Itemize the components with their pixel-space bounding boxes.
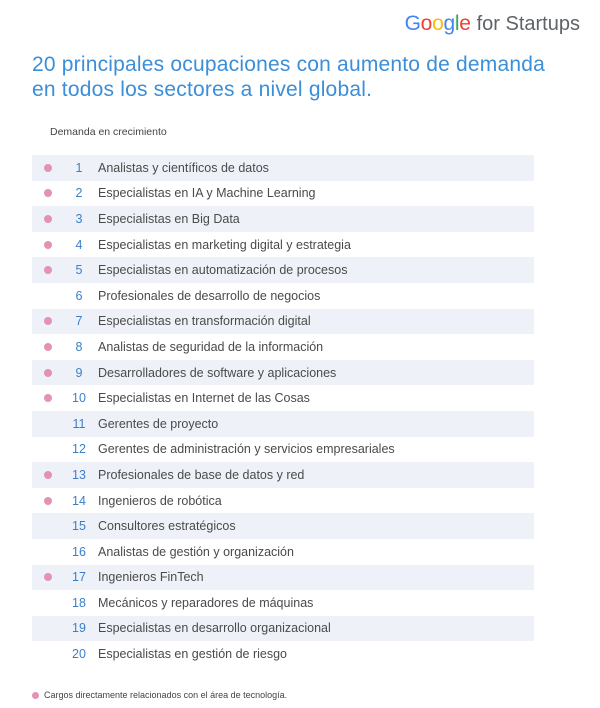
list-item [32, 488, 534, 514]
list-item [32, 257, 534, 283]
list-item [32, 411, 534, 437]
occupation-label: Ingenieros de robótica [98, 493, 222, 508]
rank-number: 8 [75, 339, 83, 354]
rank-number: 1 [75, 160, 83, 175]
list-item [32, 155, 534, 181]
rank-number: 9 [75, 365, 83, 380]
occupation-label: Especialistas en transformación digital [98, 314, 311, 329]
rank-number: 4 [75, 237, 83, 252]
tech-dot-icon [44, 369, 52, 377]
tech-dot-icon [44, 573, 52, 581]
occupation-label: Profesionales de desarrollo de negocios [98, 288, 321, 303]
tech-dot-icon [44, 164, 52, 172]
list-item [32, 360, 534, 386]
brand-suffix: for Startups [476, 13, 580, 35]
rank-number: 5 [75, 263, 83, 278]
occupation-label: Especialistas en automatización de procesos [98, 263, 348, 278]
list-item [32, 565, 534, 591]
rank-number: 3 [75, 211, 83, 226]
tech-dot-icon [44, 394, 52, 402]
occupation-label: Especialistas en desarrollo organizacional [98, 621, 331, 636]
tech-dot-icon [44, 189, 52, 197]
rank-number: 6 [75, 288, 83, 303]
rank-number: 14 [72, 493, 86, 508]
occupation-label: Analistas y científicos de datos [98, 160, 269, 175]
rank-number: 11 [72, 416, 86, 431]
occupation-label: Gerentes de administración y servicios empresariales [98, 442, 395, 457]
tech-dot-icon [44, 215, 52, 223]
rank-number: 10 [72, 391, 86, 406]
tech-dot-icon [44, 241, 52, 249]
logo-letter: G [404, 12, 421, 35]
tech-dot-icon [44, 343, 52, 351]
list-item [32, 513, 534, 539]
tech-dot-icon [44, 471, 52, 479]
list-item [32, 206, 534, 232]
occupation-label: Mecánicos y reparadores de máquinas [98, 595, 314, 610]
occupation-label: Ingenieros FinTech [98, 570, 204, 585]
footnote-text: Cargos directamente relacionados con el área de tecnología. [44, 690, 288, 700]
list-item [32, 590, 534, 616]
occupation-label: Consultores estratégicos [98, 519, 236, 534]
rank-number: 20 [72, 647, 86, 662]
rank-number: 2 [75, 186, 83, 201]
logo-letter: g [443, 12, 455, 35]
list-item [32, 232, 534, 258]
occupation-label: Especialistas en Big Data [98, 211, 240, 226]
tech-dot-icon [44, 317, 52, 325]
list-item [32, 616, 534, 642]
logo-letter: o [432, 12, 444, 35]
rank-number: 13 [72, 467, 86, 482]
rank-number: 18 [72, 595, 86, 610]
tech-legend-dot-icon [32, 692, 39, 699]
list-item [32, 283, 534, 309]
list-subtitle: Demanda en crecimiento [50, 126, 167, 138]
footnote [32, 690, 287, 700]
rank-number: 17 [72, 570, 86, 585]
logo-letter: o [420, 12, 433, 35]
occupation-label: Gerentes de proyecto [98, 416, 219, 431]
logo-letter: l [454, 12, 460, 35]
list-item [32, 437, 534, 463]
occupation-label: Especialistas en Internet de las Cosas [98, 391, 310, 406]
tech-dot-icon [44, 497, 52, 505]
list-item [32, 334, 534, 360]
occupation-label: Analistas de gestión y organización [98, 544, 294, 559]
rank-number: 12 [72, 442, 86, 457]
occupation-label: Especialistas en IA y Machine Learning [98, 186, 316, 201]
occupation-list [32, 155, 534, 667]
tech-dot-icon [44, 266, 52, 274]
occupation-label: Desarrolladores de software y aplicaciones [98, 365, 337, 380]
occupation-label: Especialistas en gestión de riesgo [98, 647, 288, 662]
rank-number: 7 [75, 314, 83, 329]
brand-logo [405, 12, 580, 36]
occupation-label: Profesionales de base de datos y red [98, 467, 305, 482]
google-wordmark [405, 12, 471, 36]
list-item [32, 309, 534, 335]
rank-number: 15 [72, 519, 86, 534]
logo-letter: e [459, 12, 471, 35]
page-title: 20 principales ocupaciones con aumento de demanda en todos los sectores a nivel global. [32, 53, 545, 101]
list-item [32, 181, 534, 207]
occupation-label: Especialistas en marketing digital y estrategia [98, 237, 351, 252]
rank-number: 16 [72, 544, 86, 559]
list-item [32, 462, 534, 488]
occupation-label: Analistas de seguridad de la información [98, 339, 324, 354]
list-item [32, 641, 534, 667]
rank-number: 19 [72, 621, 86, 636]
list-item [32, 539, 534, 565]
list-item [32, 385, 534, 411]
